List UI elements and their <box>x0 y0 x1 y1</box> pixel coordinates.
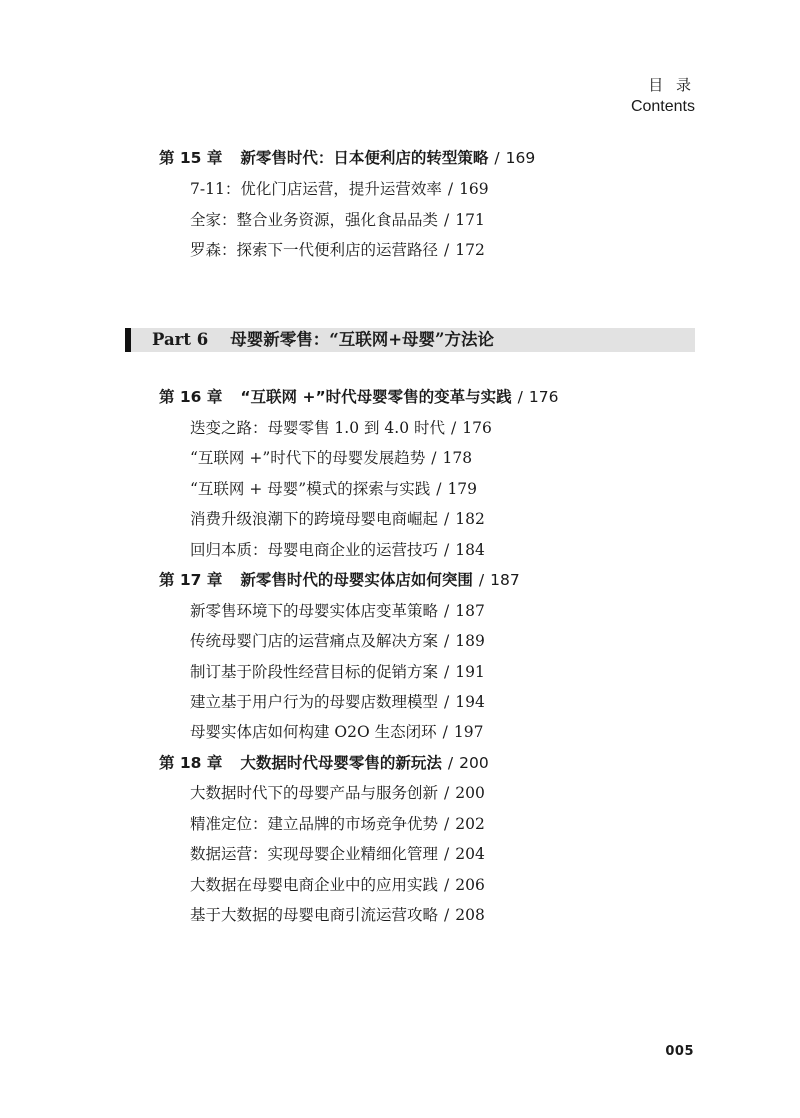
page-separator: / <box>444 784 450 802</box>
section-title: 全家：整合业务资源，强化食品品类 <box>190 211 439 229</box>
entry-page-number: 197 <box>453 723 484 741</box>
entry-page-number: 194 <box>455 693 485 711</box>
chapter-title: 新零售时代的母婴实体店如何突围 <box>240 571 473 589</box>
entry-page-number: 202 <box>455 815 485 833</box>
entry-page-number: 176 <box>528 388 559 406</box>
section-title: 罗森：探索下一代便利店的运营路径 <box>190 241 439 259</box>
section-title: 大数据在母婴电商企业中的应用实践 <box>190 876 439 894</box>
header-title-en: Contents <box>630 98 695 115</box>
section-title: 母婴实体店如何构建 O2O 生态闭环 <box>190 723 437 741</box>
section-title: 数据运营：实现母婴企业精细化管理 <box>190 845 439 863</box>
section-title: 制订基于阶段性经营目标的促销方案 <box>190 663 439 681</box>
page-separator: / <box>442 723 448 741</box>
toc-chapter-entry[interactable] <box>159 387 558 407</box>
section-title: 7-11：优化门店运营，提升运营效率 <box>190 180 442 198</box>
toc-chapter-entry[interactable] <box>159 753 489 773</box>
entry-page-number: 187 <box>490 571 520 589</box>
section-title: 迭变之路：母婴零售 1.0 到 4.0 时代 <box>190 419 446 437</box>
entry-page-number: 204 <box>455 845 485 863</box>
section-title: 新零售环境下的母婴实体店变革策略 <box>190 602 439 620</box>
page-separator: / <box>478 571 485 589</box>
entry-page-number: 172 <box>455 241 485 259</box>
page-separator: / <box>444 510 450 528</box>
page-separator: / <box>444 663 450 681</box>
entry-page-number: 189 <box>455 632 485 650</box>
entry-page-number: 206 <box>455 876 485 894</box>
page-separator: / <box>444 211 450 229</box>
page-separator: / <box>431 449 437 467</box>
toc-section-entry[interactable] <box>190 448 472 468</box>
page-separator: / <box>451 419 457 437</box>
entry-page-number: 178 <box>442 449 473 467</box>
header-title-zh: 目 录 <box>648 76 695 94</box>
section-title: 传统母婴门店的运营痛点及解决方案 <box>190 632 439 650</box>
chapter-number: 第 17 章 <box>159 571 223 589</box>
toc-section-entry[interactable] <box>190 479 477 499</box>
page-separator: / <box>444 241 450 259</box>
page-separator: / <box>444 815 450 833</box>
section-title: 大数据时代下的母婴产品与服务创新 <box>190 784 439 802</box>
page-separator: / <box>447 180 454 198</box>
toc-section-entry[interactable] <box>190 210 485 230</box>
entry-page-number: 187 <box>455 602 485 620</box>
toc-section-entry[interactable] <box>190 722 483 742</box>
toc-section-entry[interactable] <box>190 844 485 864</box>
page-separator: / <box>444 541 450 559</box>
page-separator: / <box>444 876 450 894</box>
section-title: 精准定位：建立品牌的市场竞争优势 <box>190 815 439 833</box>
toc-chapter-entry[interactable] <box>159 148 535 168</box>
section-title: 基于大数据的母婴电商引流运营攻略 <box>190 906 439 924</box>
page-number: 005 <box>665 1044 694 1059</box>
page-separator: / <box>444 632 450 650</box>
section-title: “互联网 + 母婴”模式的探索与实践 <box>190 480 431 498</box>
entry-page-number: 182 <box>455 510 485 528</box>
toc-section-entry[interactable] <box>190 905 485 925</box>
section-title: 回归本质：母婴电商企业的运营技巧 <box>190 541 439 559</box>
entry-page-number: 191 <box>455 663 485 681</box>
entry-page-number: 184 <box>455 541 485 559</box>
entry-page-number: 200 <box>459 754 489 772</box>
part-heading <box>152 329 494 351</box>
toc-section-entry[interactable] <box>190 875 485 895</box>
page-separator: / <box>436 480 442 498</box>
toc-section-entry[interactable] <box>190 783 485 803</box>
toc-section-entry[interactable] <box>190 631 485 651</box>
chapter-title: 新零售时代：日本便利店的转型策略 <box>240 149 489 167</box>
page-separator: / <box>517 388 523 406</box>
toc-section-entry[interactable] <box>190 240 485 260</box>
section-title: “互联网 +”时代下的母婴发展趋势 <box>190 449 426 467</box>
page-separator: / <box>447 754 454 772</box>
part-label: Part 6 <box>152 330 209 349</box>
entry-page-number: 179 <box>447 480 478 498</box>
entry-page-number: 169 <box>459 180 489 198</box>
toc-section-entry[interactable] <box>190 692 485 712</box>
entry-page-number: 169 <box>505 149 536 167</box>
chapter-number: 第 18 章 <box>159 754 223 772</box>
section-title: 建立基于用户行为的母婴店数理模型 <box>190 693 439 711</box>
toc-section-entry[interactable] <box>190 179 489 199</box>
page-separator: / <box>444 906 450 924</box>
page-separator: / <box>444 845 450 863</box>
toc-section-entry[interactable] <box>190 509 485 529</box>
toc-section-entry[interactable] <box>190 814 485 834</box>
toc-section-entry[interactable] <box>190 418 492 438</box>
toc-section-entry[interactable] <box>190 540 485 560</box>
page-separator: / <box>444 693 450 711</box>
toc-chapter-entry[interactable] <box>159 570 520 590</box>
page-separator: / <box>494 149 500 167</box>
chapter-number: 第 15 章 <box>159 149 223 167</box>
section-title: 消费升级浪潮下的跨境母婴电商崛起 <box>190 510 439 528</box>
chapter-number: 第 16 章 <box>159 388 223 406</box>
entry-page-number: 208 <box>455 906 485 924</box>
chapter-title: 大数据时代母婴零售的新玩法 <box>240 754 442 772</box>
toc-section-entry[interactable] <box>190 601 485 621</box>
entry-page-number: 200 <box>455 784 485 802</box>
entry-page-number: 176 <box>462 419 492 437</box>
toc-section-entry[interactable] <box>190 662 485 682</box>
part-marker-bar <box>125 328 131 352</box>
part-title: 母婴新零售：“互联网+母婴”方法论 <box>230 330 495 349</box>
page-separator: / <box>444 602 450 620</box>
entry-page-number: 171 <box>455 211 485 229</box>
running-header <box>631 74 695 118</box>
chapter-title: “互联网 +”时代母婴零售的变革与实践 <box>240 388 512 406</box>
